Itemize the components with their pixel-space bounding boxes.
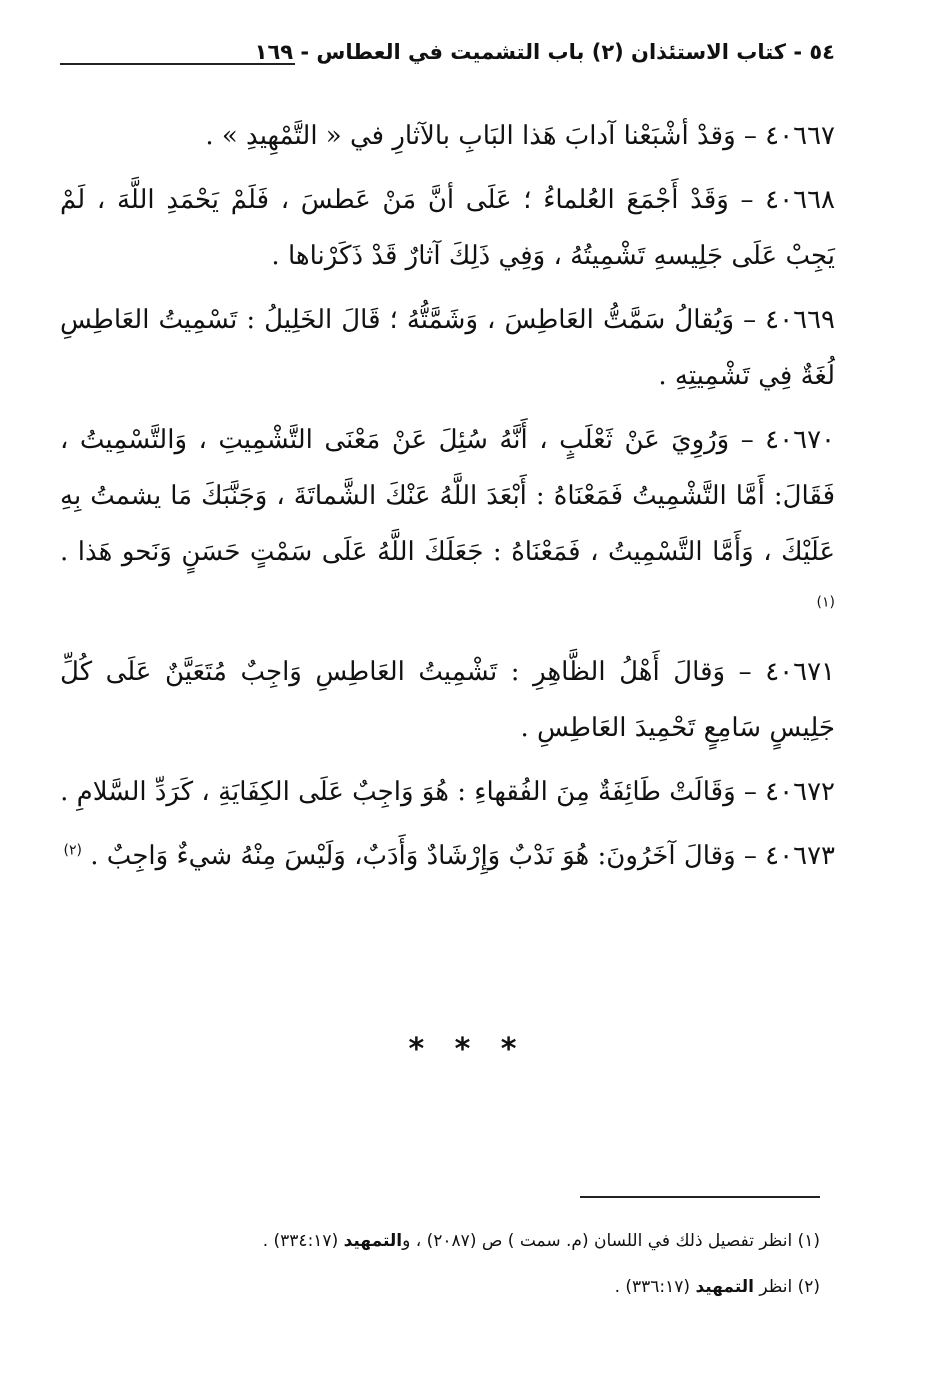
paragraph-text: – وَقالَ أَهْلُ الظَّاهِرِ : تَشْمِيتُ العَاطِسِ وَاجِبٌ مُتَعَيَّنٌ عَلَى كُلِّ جَلِيسٍ سَامِعٍ تَحْمِيدَ العَاطِسِ . bbox=[60, 657, 835, 743]
footnote-1 bbox=[120, 1218, 820, 1264]
paragraph-40670 bbox=[60, 412, 835, 636]
page-header bbox=[60, 40, 835, 74]
main-text bbox=[60, 108, 835, 892]
paragraph-text: – وَيُقالُ سَمَّتُّ العَاطِسَ ، وَشَمَّتُّهُ ؛ قَالَ الخَلِيلُ : تَسْمِيتُ العَاطِسِ لُغَةٌ فِي تَشْمِيتِهِ . bbox=[60, 305, 835, 391]
footnote-ref[interactable]: (١) bbox=[816, 594, 835, 611]
paragraph-text: – وَقالَ آخَرُونَ: هُوَ نَدْبٌ وَإِرْشَادٌ وَأَدَبٌ، وَلَيْسَ مِنْهُ شيءٌ وَاجِبٌ . bbox=[90, 841, 757, 871]
footnote-citation: (٣٣٤:١٧) . bbox=[262, 1231, 344, 1251]
paragraph-number: ٤٠٦٧٣ bbox=[765, 841, 835, 871]
footnote-source: التمهيد bbox=[695, 1277, 754, 1297]
paragraph-text: – وَقَدْ أَجْمَعَ العُلماءُ ؛ عَلَى أنَّ مَنْ عَطسَ ، فَلَمْ يَحْمَدِ اللَّهَ ، لَمْ يَجِبْ عَلَى جَلِيسهِ تَشْمِيتُهُ ، وَفِي ذَلِكَ آثارٌ قَدْ ذَكَرْناها . bbox=[60, 185, 835, 271]
header-rule bbox=[60, 63, 295, 65]
paragraph-number: ٤٠٦٧٢ bbox=[765, 777, 835, 807]
paragraph-40669 bbox=[60, 292, 835, 404]
section-separator: * * * bbox=[408, 1032, 527, 1067]
footnote-citation: (٣٣٦:١٧) . bbox=[614, 1277, 696, 1297]
footnote-rule bbox=[580, 1196, 820, 1198]
paragraph-number: ٤٠٦٧٠ bbox=[765, 425, 835, 455]
footnote-2 bbox=[120, 1264, 820, 1310]
footnote-ref[interactable]: (٢) bbox=[63, 842, 83, 859]
paragraph-text: – وَقَالَتْ طَائِفَةٌ مِنَ الفُقهاءِ : هُوَ وَاجِبٌ عَلَى الكِفَايَةِ ، كَرَدِّ السَّلامِ . bbox=[60, 777, 757, 807]
paragraph-40667 bbox=[60, 108, 835, 164]
footnote-text: (٢) انظر bbox=[753, 1277, 820, 1297]
paragraph-text: – وَرُوِيَ عَنْ ثَعْلَبٍ ، أَنَّهُ سُئِلَ عَنْ مَعْنَى التَّشْمِيتِ ، وَالتَّسْمِيتُ ، فَقَالَ: أَمَّا التَّشْمِيتُ فَمَعْنَاهُ : أَبْعَدَ اللَّهُ عَنْكَ الشَّماتَةَ ، وَجَنَّبَكَ مَا يشمتُ بِهِ عَلَيْكَ ، وَأَمَّا التَّسْمِيتُ ، فَمَعْنَاهُ : جَعَلَكَ اللَّهُ عَلَى سَمْتٍ حَسَنٍ وَنَحو هَذا . bbox=[60, 425, 835, 567]
footnote-source: التمهيد bbox=[343, 1231, 403, 1251]
paragraph-number: ٤٠٦٦٧ bbox=[765, 121, 835, 151]
paragraph-40668 bbox=[60, 172, 835, 284]
paragraph-number: ٤٠٦٦٨ bbox=[765, 185, 835, 215]
paragraph-number: ٤٠٦٦٩ bbox=[765, 305, 835, 335]
paragraph-40673 bbox=[60, 828, 835, 884]
paragraph-40671 bbox=[60, 644, 835, 756]
paragraph-40672 bbox=[60, 764, 835, 820]
footnotes bbox=[120, 1218, 820, 1310]
paragraph-number: ٤٠٦٧١ bbox=[765, 657, 836, 687]
footnote-text: (١) انظر تفصيل ذلك في اللسان (م. سمت ) ص (٢٠٨٧) ، و bbox=[402, 1231, 820, 1251]
running-head: ٥٤ - كتاب الاستئذان (٢) باب التشميت في العطاس - ١٦٩ bbox=[254, 40, 835, 64]
paragraph-text: – وَقدْ أشْبَعْنا آدابَ هَذا البَابِ بالآثارِ في « التَّمْهِيدِ » . bbox=[205, 121, 757, 151]
